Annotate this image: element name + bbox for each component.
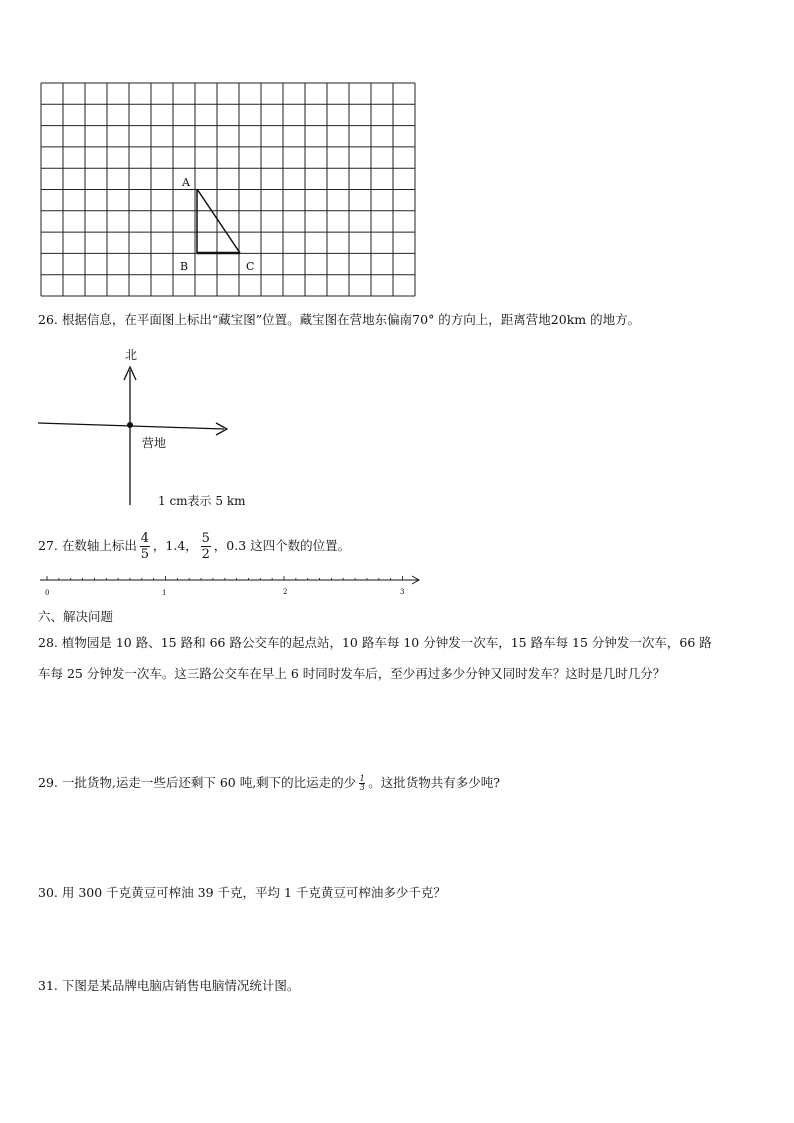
question-text: 根据信息，在平面图上标出“藏宝图”位置。藏宝图在营地东偏南70° 的方向上，距离营地20km 的地方。 — [61, 312, 641, 327]
camp-label: 营地 — [142, 436, 167, 450]
tick-label-3: 3 — [400, 588, 405, 596]
question-number: 31. — [38, 978, 58, 993]
question-text: 用 300 千克黄豆可榨油 39 千克，平均 1 千克黄豆可榨油多少千克？ — [61, 885, 446, 900]
label-b: B — [180, 260, 189, 273]
label-a: A — [182, 176, 190, 189]
camp-point — [127, 422, 133, 428]
fraction-four-fifths: $\frac{4}{5}$ — [140, 531, 150, 562]
north-label: 北 — [125, 348, 138, 362]
tick-label-1: 1 — [162, 589, 167, 597]
question-number: 29. — [38, 775, 58, 790]
question-text-line1: 植物园是 10 路、15 路和 66 路公交车的起点站，10 路车每 10 分钟发一次车，15 路车每 15 分钟发一次车，66 路 — [61, 635, 712, 650]
question-28 — [38, 635, 712, 651]
question-31 — [38, 978, 299, 994]
scale-label: 1 cm表示 5 km — [158, 494, 246, 508]
number-line-ticks — [47, 576, 403, 580]
question-text-after: 。这批货物共有多少吨? — [368, 775, 500, 790]
grid-lines — [41, 83, 415, 296]
question-text-before: 在数轴上标出 — [61, 538, 137, 553]
fraction-five-halves: $\frac{5}{2}$ — [201, 531, 210, 562]
question-26 — [38, 312, 640, 328]
label-c: C — [246, 260, 255, 273]
question-text-after: ，0.3 这四个数的位置。 — [213, 538, 351, 553]
fraction-one-third: $\frac{1}{3}$ — [359, 774, 365, 792]
question-text: 下图是某品牌电脑店销售电脑情况统计图。 — [61, 978, 300, 993]
question-text-before: 一批货物,运走一些后还剩下 60 吨,剩下的比运走的少 — [61, 775, 357, 790]
direction-diagram — [36, 345, 246, 515]
question-text-mid: ，1.4， — [152, 538, 198, 553]
tick-label-2: 2 — [283, 588, 288, 596]
grid-figure — [40, 82, 420, 302]
question-number: 28. — [38, 635, 58, 650]
question-number: 26. — [38, 312, 58, 327]
question-28-line2: 车每 25 分钟发一次车。这三路公交车在早上 6 时同时发车后，至少再过多少分钟又同时发车？这时是几时几分？ — [38, 666, 666, 681]
number-line — [36, 570, 426, 600]
tick-label-0: 0 — [45, 589, 50, 597]
segment-ac — [197, 189, 240, 253]
question-29 — [38, 775, 500, 792]
question-number: 30. — [38, 885, 58, 900]
question-number: 27. — [38, 538, 58, 553]
question-30 — [38, 885, 446, 901]
section-title: 六、解决问题 — [38, 609, 114, 624]
question-27 — [38, 526, 350, 566]
